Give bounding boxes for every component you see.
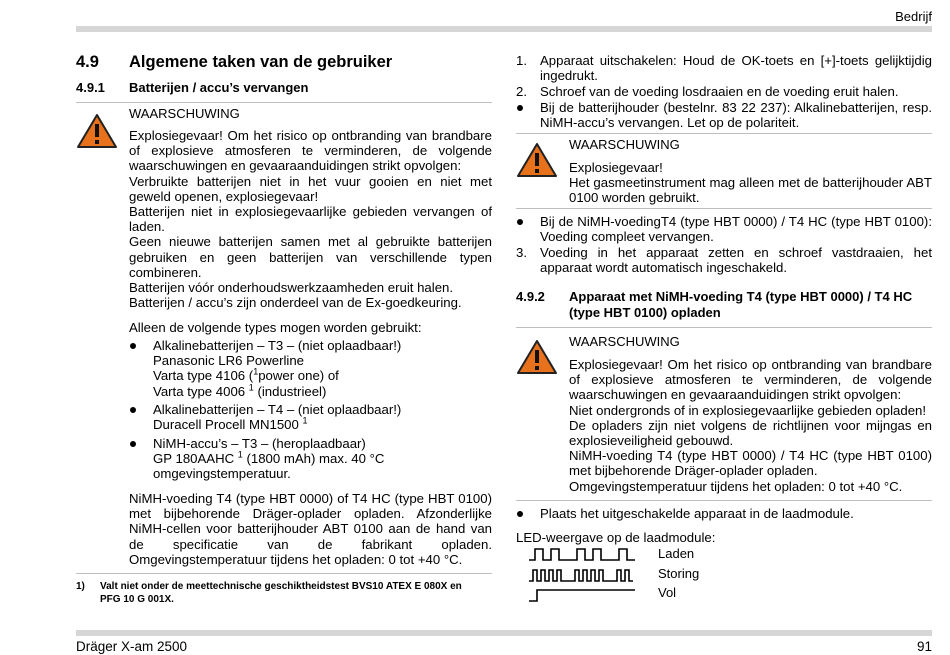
warning-rule [516,208,932,209]
step-text: Schroef van de voeding losdraaien en de voeding eruit halen. [540,84,899,99]
types-intro: Alleen de volgende types mogen worden gebruikt: [129,320,422,335]
step-text: Bij de batterijhouder (bestelnr. 83 22 237): Alkalinebatterijen, resp. NiMH-accu’s vervangen. Let op de polariteit. [540,100,932,131]
section-number: 4.9 [76,53,99,71]
running-header: Bedrijf [895,9,932,24]
footnote-rule [76,573,492,574]
step-number: 2. [516,84,527,99]
warning-rule [516,500,932,501]
led-signal-vol-icon [529,586,639,604]
warning-triangle-icon [76,113,118,149]
battery-type-list-item: Alkalinebatterijen – T4 – (niet oplaadbaar!) Duracell Procell MN1500 $^1$ [153,402,402,433]
warning-title: WAARSCHUWING [129,106,240,121]
warning-paragraph: Batterijen niet in explosiegevaarlijke gebieden vervangen of laden. [129,204,492,235]
section-title: Algemene taken van de gebruiker [129,53,393,71]
warning-title: WAARSCHUWING [569,137,680,152]
footnote-text: Valt niet onder de meettechnische geschiktheidstest BVS10 ATEX E 080X en PFG 10 G 001X. [100,581,462,605]
warning-rule [516,133,932,134]
battery-type-list-item: Alkalinebatterijen – T3 – (niet oplaadbaar!) Panasonic LR6 Powerline Varta type 4106 ($^1$power one) of Varta type 4006 $^1$ (industrieel) [153,338,402,399]
warning-paragraph: Verbruikte batterijen niet in het vuur gooien en niet met geweld openen, explosiegevaar! [129,173,492,204]
step-text: Apparaat uitschakelen: Houd de OK-toets en [+]-toets gelijktijdig ingedrukt. [540,53,932,84]
subsection-title: Apparaat met NiMH-voeding T4 (type HBT 0000) / T4 HC (type HBT 0100) opladen [569,289,913,320]
warning-triangle-icon [516,142,558,178]
bullet [130,441,136,447]
led-signal-laden-icon [529,545,639,563]
warning-paragraph: Explosiegevaar! Om het risico op ontbranding van brandbare of explosieve atmosferen te verminderen, de volgende waarschuwingen en gevaaraanduidingen strikt opvolgen: [129,128,492,174]
warning-triangle-icon [516,339,558,375]
page-number: 91 [916,639,932,654]
led-label: Vol [658,585,677,600]
subsection-title: Batterijen / accu’s vervangen [129,80,309,95]
led-label: Laden [658,546,695,561]
warning-paragraph: Geen nieuwe batterijen samen met al gebruikte batterijen gebruiken en geen batterijen van verschillende typen combineren. [129,234,492,280]
bullet [517,105,523,111]
step-text: Bij de NiMH-voedingT4 (type HBT 0000) / T4 HC (type HBT 0100): Voeding compleet vervangen. [540,214,932,245]
led-signal-storing-icon [529,566,639,584]
step-text: Plaats het uitgeschakelde apparaat in de laadmodule. [540,506,854,521]
bullet [130,407,136,413]
warning-paragraph: Batterijen / accu’s zijn onderdeel van de Ex-goedkeuring. [129,295,462,311]
nimh-charging-paragraph: NiMH-voeding T4 (type HBT 0000) of T4 HC (type HBT 0100) met bijbehorende Dräger-oplader opladen. Afzonderlijke NiMH-cellen voor batterijhouder ABT 0100 aan de hand van de specificatie van de fabrikant opladen. Omgevingstemperatuur tijdens het opladen: 0 tot +40 °C. [129,491,492,567]
step-text: Voeding in het apparaat zetten en schroef vastdraaien, het apparaat wordt automatisch ingeschakeld. [540,245,932,276]
warning-body [129,128,492,310]
subsection-number: 4.9.1 [76,80,105,95]
footnote-marker: 1) [76,581,85,592]
led-label: Storing [658,566,700,581]
bullet [517,511,523,517]
header-rule [76,26,932,32]
footer-rule [76,630,932,636]
subsection-rule [76,102,492,103]
warning-body: Explosiegevaar! Om het risico op ontbranding van brandbare of explosieve atmosferen te verminderen, de volgende waarschuwingen en gevaaraanduidingen strikt opvolgen: Niet ondergronds of in explosiegevaarlijke gebieden opladen! De opladers zijn niet volgens de richtlijnen voor mijngas en explosieveiligheid gebouwd. NiMH-voeding T4 (type HBT 0000) / T4 HC (type HBT 0100) met bijbehorende Dräger-oplader opladen. Omgevingstemperatuur tijdens het opladen: 0 tot +40 °C. [569,357,932,494]
led-intro: LED-weergave op de laadmodule: [516,530,716,545]
step-number: 3. [516,245,527,260]
bullet [517,219,523,225]
warning-paragraph: Batterijen vóór onderhoudswerkzaamheden eruit halen. [129,280,454,296]
bullet [130,343,136,349]
warning-title: WAARSCHUWING [569,334,680,349]
subsection-number: 4.9.2 [516,289,545,304]
step-number: 1. [516,53,527,68]
warning-body: Explosiegevaar! Het gasmeetinstrument mag alleen met de batterijhouder ABT 0100 worden gebruikt. [569,160,932,206]
subsection-rule [516,327,932,328]
footer-product: Dräger X-am 2500 [76,639,188,654]
battery-type-list-item: NiMH-accu’s – T3 – (heroplaadbaar) GP 180AAHC $^1$ (1800 mAh) max. 40 °C omgevingstemperatuur. [153,436,385,482]
